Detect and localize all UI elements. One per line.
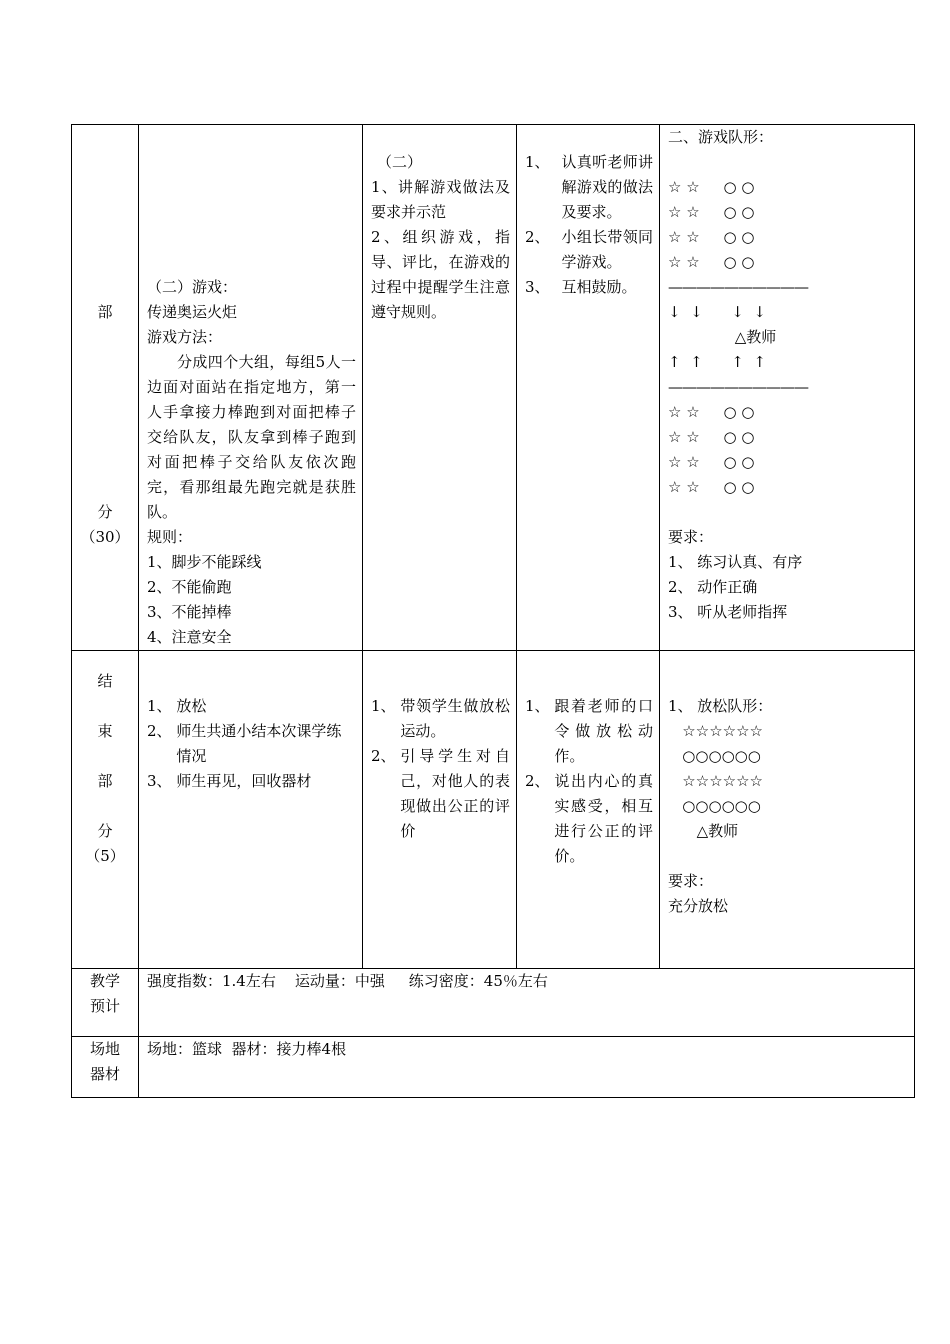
formation-row: ☆ ☆ ○ ○ (668, 178, 755, 196)
item-number: 2、 (525, 228, 550, 246)
section-char: 分 (97, 822, 113, 840)
content-item (147, 769, 356, 794)
lesson-plan-table (71, 124, 915, 1098)
teacher-marker: △教师 (668, 822, 739, 840)
formation-divider: —————————— (668, 278, 808, 296)
section-char: 束 (97, 722, 113, 740)
teacher-cell (363, 125, 517, 651)
content-cell (139, 125, 363, 651)
formation-row: ☆ ☆ ○ ○ (668, 228, 755, 246)
item-text: 说出内心的真实感受，相互进行公正的评价。 (554, 772, 653, 865)
section-label-cell (72, 651, 139, 969)
section-score: （5） (85, 847, 125, 865)
forecast-label: 预计 (89, 997, 120, 1015)
item-number: 1、 (371, 697, 401, 715)
rule-item: 2、不能偷跑 (147, 578, 232, 596)
item-text: 跟着老师的口令做放松动作。 (554, 697, 653, 765)
item-text: 认真听老师讲解游戏的做法及要求。 (561, 153, 653, 221)
requirement-item: 充分放松 (668, 897, 729, 915)
formation-cell (660, 651, 915, 969)
item-text: 师生共通小结本次课学练情况 (176, 722, 342, 765)
item-number: 2、 (525, 772, 555, 790)
row-game-section (72, 125, 915, 651)
item-number: 1、 (525, 697, 555, 715)
student-item (525, 275, 653, 300)
student-cell (517, 125, 660, 651)
section-char: 部 (97, 303, 113, 321)
venue-cell (139, 1037, 915, 1098)
arrows-up: ↑ ↑ ↑ ↑ (668, 353, 766, 371)
row-venue (72, 1037, 915, 1098)
content-item (147, 694, 356, 719)
forecast-label-cell (72, 969, 139, 1037)
student-item (525, 769, 653, 869)
method-label: 游戏方法： (147, 328, 223, 346)
rule-item: 3、不能掉棒 (147, 603, 232, 621)
item-text: 互相鼓励。 (561, 278, 637, 296)
requirement-item: 2、 动作正确 (668, 578, 758, 596)
content-cell (139, 651, 363, 969)
formation-cell (660, 125, 915, 651)
formation-row: ☆ ☆ ○ ○ (668, 203, 755, 221)
game-name: 传递奥运火炬 (147, 303, 238, 321)
formation-row: ☆☆☆☆☆☆ (668, 772, 763, 790)
teacher-item (371, 694, 510, 744)
venue-text: 场地：篮球 器材：接力棒4根 (147, 1040, 347, 1058)
formation-row: ☆ ☆ ○ ○ (668, 478, 755, 496)
item-text: 带领学生做放松运动。 (400, 697, 510, 740)
item-number: 3、 (147, 772, 177, 790)
teacher-heading: （二） (377, 153, 423, 171)
item-text: 引导学生对自己，对他人的表现做出公正的评价 (400, 747, 510, 840)
formation-row: ○○○○○○ (668, 747, 761, 765)
formation-row: ☆ ☆ ○ ○ (668, 428, 755, 446)
item-text: 小组长带领同学游戏。 (561, 228, 653, 271)
section-label-cell (72, 125, 139, 651)
requirement-item: 1、 练习认真、有序 (668, 553, 803, 571)
teacher-item: 1、讲解游戏做法及要求并示范 (371, 178, 510, 221)
row-forecast (72, 969, 915, 1037)
venue-label-cell (72, 1037, 139, 1098)
formation-row: ☆ ☆ ○ ○ (668, 403, 755, 421)
forecast-text: 强度指数：1.4左右 运动量：中强 练习密度：45％左右 (147, 972, 548, 990)
teacher-item (371, 744, 510, 844)
formation-row: ☆☆☆☆☆☆ (668, 722, 763, 740)
rule-item: 1、脚步不能踩线 (147, 553, 262, 571)
formation-row: ☆ ☆ ○ ○ (668, 253, 755, 271)
section-score: （30） (80, 528, 130, 546)
item-number: 1、 (525, 153, 550, 171)
item-number: 1、 (147, 697, 177, 715)
formation-divider: —————————— (668, 378, 808, 396)
item-number: 2、 (147, 722, 177, 740)
game-heading: （二）游戏： (147, 278, 238, 296)
section-char: 分 (97, 503, 113, 521)
arrows-down: ↓ ↓ ↓ ↓ (668, 303, 766, 321)
forecast-label: 教学 (89, 972, 120, 990)
method-text: 分成四个大组，每组5人一边面对面站在指定地方，第一人手拿接力棒跑到对面把棒子交给队友，队友拿到棒子跑到对面把棒子交给队友依次跑完，看那组最先跑完就是获胜队。 (147, 353, 356, 521)
teacher-item: 2、组织游戏，指导、评比，在游戏的过程中提醒学生注意遵守规则。 (371, 228, 510, 321)
requirement-label: 要求： (668, 528, 714, 546)
row-ending-section (72, 651, 915, 969)
venue-label: 器材 (89, 1065, 120, 1083)
formation-title: 二、游戏队形： (668, 128, 774, 146)
requirement-item: 3、 听从老师指挥 (668, 603, 788, 621)
item-text: 师生再见，回收器材 (176, 772, 312, 790)
section-char: 结 (97, 672, 113, 690)
forecast-cell (139, 969, 915, 1037)
student-item (525, 225, 653, 275)
requirement-label: 要求： (668, 872, 714, 890)
student-cell (517, 651, 660, 969)
teacher-cell (363, 651, 517, 969)
venue-label: 场地 (89, 1040, 120, 1058)
rule-item: 4、注意安全 (147, 628, 232, 646)
section-char: 部 (97, 772, 113, 790)
content-item (147, 719, 356, 769)
item-number: 2、 (371, 747, 401, 765)
item-text: 放松 (176, 697, 207, 715)
student-item (525, 150, 653, 225)
student-item (525, 694, 653, 769)
teacher-marker: △教师 (668, 328, 777, 346)
rules-label: 规则： (147, 528, 193, 546)
item-number: 3、 (525, 278, 550, 296)
formation-title: 1、 放松队形： (668, 697, 773, 715)
formation-row: ○○○○○○ (668, 797, 761, 815)
formation-row: ☆ ☆ ○ ○ (668, 453, 755, 471)
